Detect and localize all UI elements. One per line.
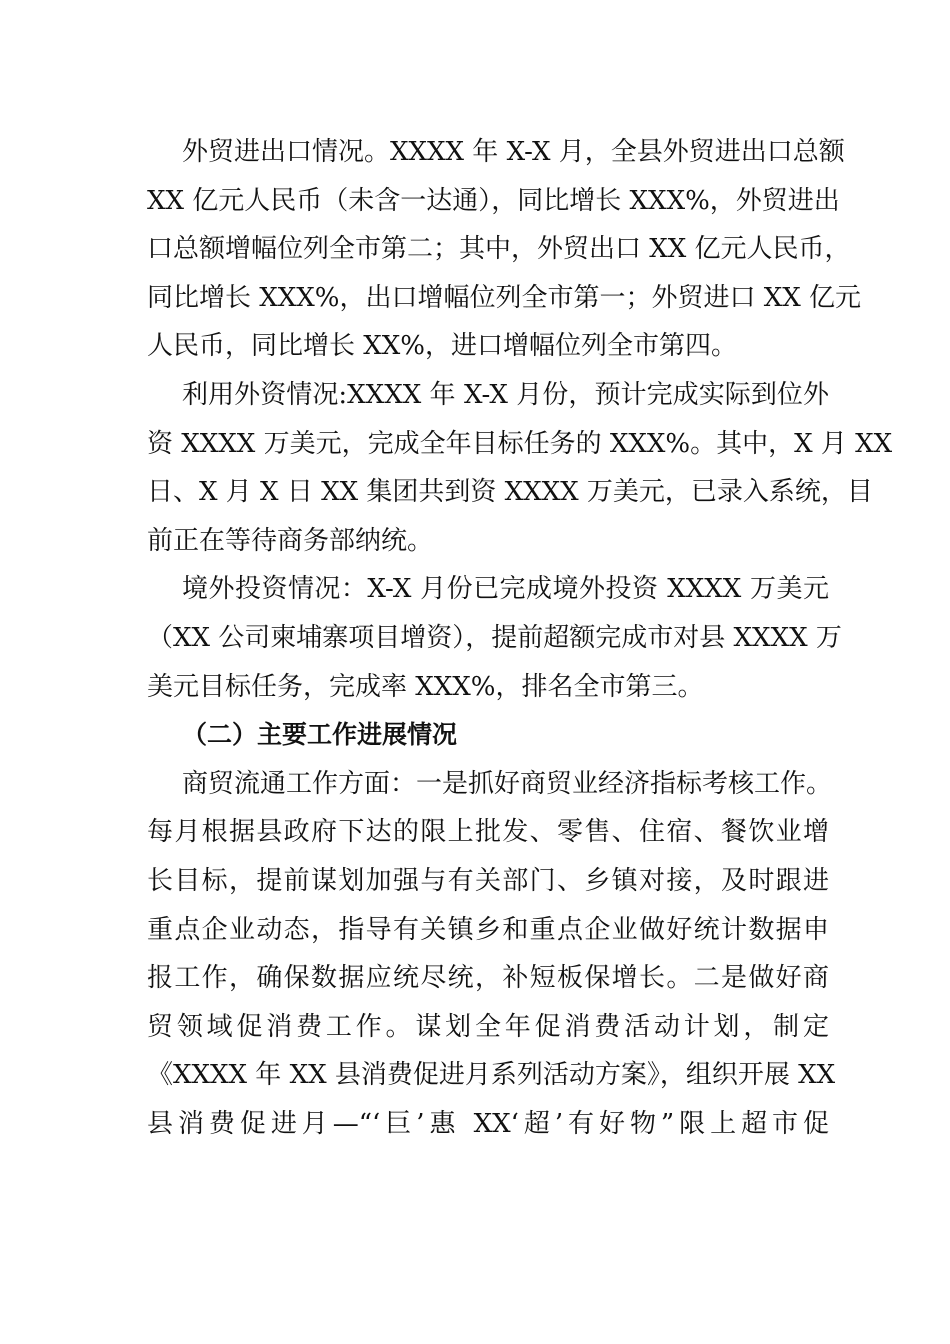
text-line: 美元目标任务，完成率 XXX%，排名全市第三。 [147, 671, 704, 702]
text-line: XX 亿元人民币（未含一达通），同比增长 XXX%，外贸进出 [147, 185, 840, 216]
text-line: 口总额增幅位列全市第二；其中，外贸出口 XX 亿元人民币， [147, 234, 851, 265]
paragraph-commerce-circulation [147, 760, 836, 1149]
text-line: 《XXXX 年 XX 县消费促进月系列活动方案》，组织开展 XX [147, 1060, 836, 1091]
text-line: 报工作，确保数据应统尽统，补短板保增长。二是做好商 [147, 963, 829, 994]
text-line: 利用外资情况:XXXX 年 X-X 月份，预计完成实际到位外 [182, 379, 829, 410]
section-heading: （二）主要工作进展情况 [182, 720, 458, 750]
text-line: 每月根据县政府下达的限上批发、零售、住宿、餐饮业增 [147, 817, 829, 848]
paragraph-outbound-investment [147, 565, 842, 711]
text-line: 长目标，提前谋划加强与有关部门、乡镇对接，及时跟进 [147, 865, 829, 896]
text-line: 前正在等待商务部纳统。 [147, 525, 434, 556]
text-line: 外贸进出口情况。XXXX 年 X-X 月，全县外贸进出口总额 [182, 137, 845, 167]
text-line: 同比增长 XXX%，出口增幅位列全市第一；外贸进口 XX 亿元 [147, 282, 862, 313]
text-line: 资 XXXX 万美元，完成全年目标任务的 XXX%。其中，X 月 XX [147, 428, 893, 459]
text-line: 县消费促进月—“‘巨’惠 XX‘超’有好物”限上超市促 [147, 1108, 829, 1139]
paragraph-foreign-trade [147, 128, 862, 371]
text-line: 商贸流通工作方面：一是抓好商贸业经济指标考核工作。 [182, 768, 833, 799]
document-page [147, 128, 893, 1148]
text-line: 人民币，同比增长 XX%，进口增幅位列全市第四。 [147, 331, 737, 362]
text-line: （XX 公司柬埔寨项目增资），提前超额完成市对县 XXXX 万 [147, 622, 842, 653]
text-line: 境外投资情况：X-X 月份已完成境外投资 XXXX 万美元 [182, 574, 829, 605]
text-line: 日、X 月 X 日 XX 集团共到资 XXXX 万美元，已录入系统，目 [147, 477, 873, 508]
text-line: 重点企业动态，指导有关镇乡和重点企业做好统计数据申 [147, 914, 829, 945]
paragraph-foreign-investment [147, 371, 893, 565]
text-line: 贸领域促消费工作。谋划全年促消费活动计划，制定 [147, 1011, 829, 1042]
